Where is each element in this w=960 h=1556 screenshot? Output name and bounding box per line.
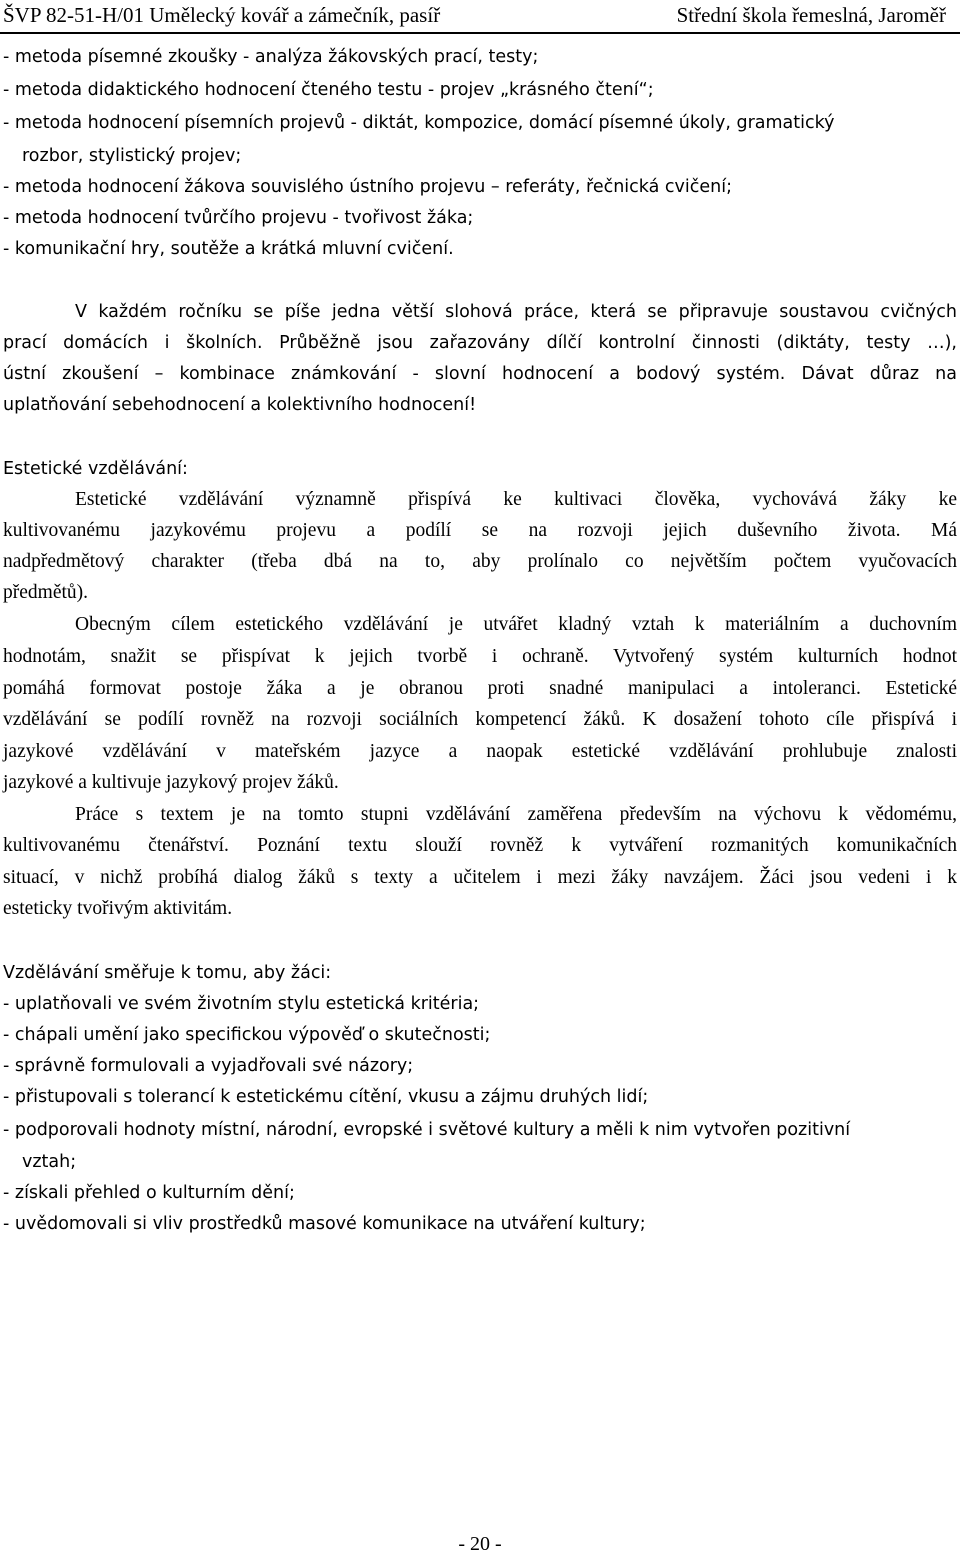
- header-document-title: ŠVP 82-51-H/01 Umělecký kovář a zámečník, pasíř: [3, 3, 441, 27]
- list-item: - komunikační hry, soutěže a krátká mluvní cvičení.: [3, 239, 454, 259]
- paragraph-line: esteticky tvořivým aktivitám.: [3, 898, 233, 919]
- list-item: - metoda didaktického hodnocení čteného testu - projev „krásného čtení“;: [3, 80, 654, 100]
- list-item: - metoda písemné zkoušky - analýza žákovských prací, testy;: [3, 47, 539, 67]
- section-heading: Estetické vzdělávání:: [3, 459, 188, 479]
- page-header: [0, 0, 960, 34]
- paragraph-line: hodnotám, snažit se přispívat k jejich tvorbě i ochraně. Vytvořený systém kulturních hodnot: [3, 646, 957, 667]
- paragraph-line: V každém ročníku se píše jedna větší slohová práce, která se připravuje soustavou cvičných: [75, 302, 957, 322]
- list-item: - uplatňovali ve svém životním stylu estetická kritéria;: [3, 994, 480, 1014]
- list-item: - metoda hodnocení písemních projevů - diktát, kompozice, domácí písemné úkoly, gramatický: [3, 113, 835, 133]
- page-number: - 20 -: [458, 1533, 502, 1555]
- paragraph-line: situací, v nichž probíhá dialog žáků s texty a učitelem i mezi žáky navzájem. Žáci jsou vedeni i k: [3, 867, 957, 888]
- paragraph-line: Práce s textem je na tomto stupni vzdělávání zaměřena především na výchovu k vědomému,: [75, 804, 957, 825]
- list-item: - metoda hodnocení tvůrčího projevu - tvořivost žáka;: [3, 208, 474, 228]
- paragraph-line: jazykové a kultivuje jazykový projev žáků.: [3, 772, 339, 793]
- list-item: - podporovali hodnoty místní, národní, evropské i světové kultury a měli k nim vytvořen pozitivní: [3, 1120, 851, 1140]
- list-item: - uvědomovali si vliv prostředků masové komunikace na utváření kultury;: [3, 1214, 646, 1234]
- paragraph-line: jazykové vzdělávání v mateřském jazyce a naopak estetické vzdělávání prohlubuje znalosti: [3, 741, 957, 762]
- header-school-name: Střední škola řemeslná, Jaroměř: [676, 3, 946, 27]
- list-item: - metoda hodnocení žákova souvislého ústního projevu – referáty, řečnická cvičení;: [3, 177, 732, 197]
- paragraph-line: kultivovanému čtenářství. Poznání textu slouží rovněž k vytváření rozmanitých komunikačních: [3, 835, 957, 856]
- paragraph-line: Estetické vzdělávání významně přispívá ke kultivaci člověka, vychovává žáky ke: [75, 489, 957, 510]
- goals-intro: Vzdělávání směřuje k tomu, aby žáci:: [3, 963, 332, 983]
- paragraph-line: ústní zkoušení – kombinace známkování - slovní hodnocení a bodový systém. Dávat důraz na: [3, 364, 957, 384]
- list-item: - správně formulovali a vyjadřovali své názory;: [3, 1056, 414, 1076]
- paragraph-line: Obecným cílem estetického vzdělávání je utvářet kladný vztah k materiálním a duchovním: [75, 614, 957, 635]
- paragraph-line: uplatňování sebehodnocení a kolektivního hodnocení!: [3, 395, 477, 415]
- list-item: - chápali umění jako specifickou výpověď o skutečnosti;: [3, 1025, 491, 1045]
- list-item: - získali přehled o kulturním dění;: [3, 1183, 295, 1203]
- paragraph-line: pomáhá formovat postoje žáka a je obranou proti snadné manipulaci a intoleranci. Estetické: [3, 678, 957, 699]
- paragraph-line: vzdělávání se podílí rovněž na rozvoji sociálních kompetencí žáků. K dosažení tohoto cíle přispívá i: [3, 709, 957, 730]
- list-item: rozbor, stylistický projev;: [22, 146, 242, 166]
- paragraph-line: prací domácích i školních. Průběžně jsou zařazovány dílčí kontrolní činnosti (diktáty, testy …),: [3, 333, 957, 353]
- list-item: - přistupovali s tolerancí k estetickému cítění, vkusu a zájmu druhých lidí;: [3, 1087, 649, 1107]
- paragraph-line: kultivovanému jazykovému projevu a podílí se na rozvoji jejich duševního života. Má: [3, 520, 957, 541]
- paragraph-line: předmětů).: [3, 582, 89, 603]
- list-item: vztah;: [22, 1152, 77, 1172]
- paragraph-line: nadpředmětový charakter (třeba dbá na to, aby prolínalo co největším počtem vyučovacích: [3, 551, 957, 572]
